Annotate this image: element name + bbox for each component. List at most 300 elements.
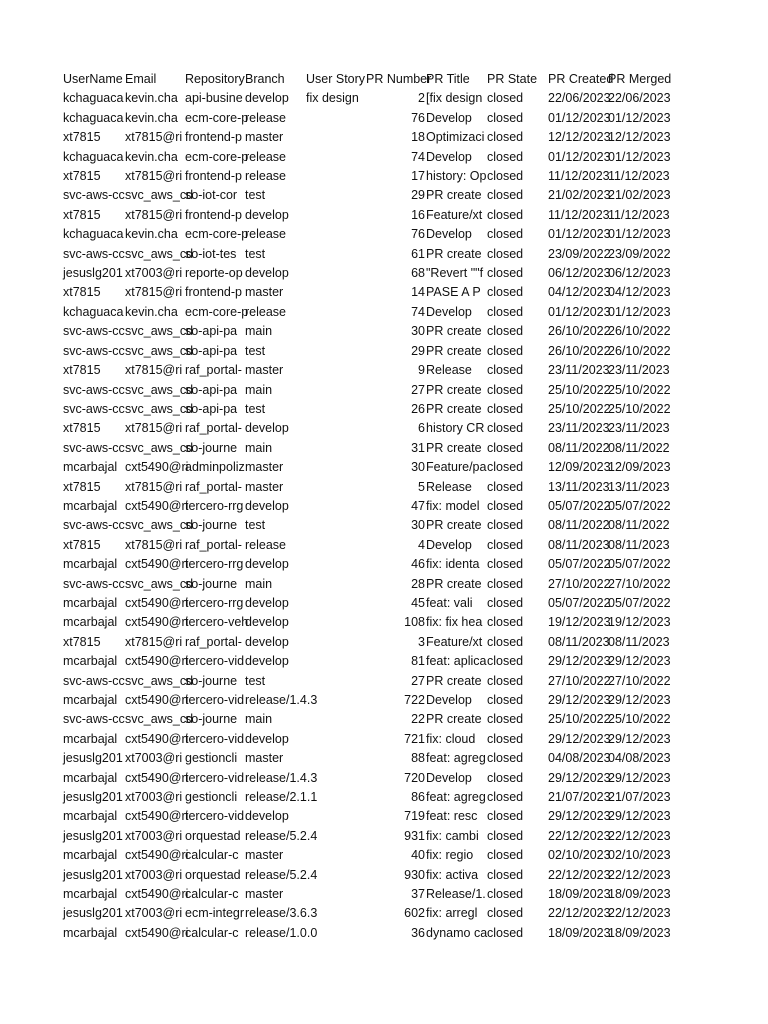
cell-pr-number: 88 <box>411 751 425 766</box>
cell-user-story <box>306 109 366 128</box>
cell-email: xt7003@ri <box>125 751 183 766</box>
cell-pr-title: PR create <box>426 343 482 358</box>
cell-branch: release/5.2.4 <box>245 828 318 843</box>
cell-pr-number: 76 <box>411 110 425 125</box>
cell-repository: so-journe <box>185 673 238 688</box>
cell-email: cxt5490@ri <box>125 848 189 863</box>
cell-pr-number: 3 <box>418 634 425 649</box>
table-row <box>63 924 670 943</box>
cell-pr-title: history CR <box>426 421 485 436</box>
cell-repository: ecm-integr <box>185 906 245 921</box>
cell-pr-merged: 01/12/2023 <box>608 110 671 125</box>
cell-pr-created: 29/12/2023 <box>548 809 611 824</box>
cell-pr-created: 29/12/2023 <box>548 654 611 669</box>
cell-repository: tercero-vid <box>185 809 245 824</box>
cell-branch: test <box>245 188 266 203</box>
cell-pr-number: 931 <box>404 828 425 843</box>
cell-user-story <box>306 904 366 923</box>
header-row <box>63 70 670 89</box>
cell-user-story <box>306 225 366 244</box>
table-row <box>63 458 670 477</box>
cell-email: cxt5490@ri <box>125 925 189 940</box>
cell-username: jesuslg201 <box>63 828 123 843</box>
cell-pr-state: closed <box>487 382 524 397</box>
cell-branch: develop <box>245 557 289 572</box>
table-row <box>63 167 670 186</box>
cell-username: xt7815 <box>63 479 101 494</box>
cell-email: xt7815@ri <box>125 285 183 300</box>
cell-username: xt7815 <box>63 421 101 436</box>
table-row <box>63 633 670 652</box>
cell-user-story <box>306 710 366 729</box>
cell-pr-title: PASE A P <box>426 285 481 300</box>
cell-pr-merged: 23/11/2023 <box>608 363 670 378</box>
cell-email: svc_aws_cd <box>125 673 194 688</box>
cell-username: xt7815 <box>63 363 101 378</box>
header-pr-number: PR Number <box>366 72 432 86</box>
cell-repository: so-journe <box>185 440 238 455</box>
cell-repository: so-api-pa <box>185 382 238 397</box>
cell-pr-merged: 21/07/2023 <box>608 790 671 805</box>
cell-repository: so-api-pa <box>185 401 238 416</box>
cell-pr-merged: 22/12/2023 <box>608 906 671 921</box>
cell-pr-state: closed <box>487 848 524 863</box>
cell-email: xt7003@ri <box>125 828 183 843</box>
cell-repository: so-api-pa <box>185 343 238 358</box>
cell-email: svc_aws_cd <box>125 712 194 727</box>
table-row <box>63 652 670 671</box>
spreadsheet <box>63 70 670 943</box>
cell-pr-number: 5 <box>418 479 425 494</box>
cell-pr-merged: 04/12/2023 <box>608 285 671 300</box>
cell-username: svc-aws-cc <box>63 712 125 727</box>
cell-user-story <box>306 594 366 613</box>
cell-username: mcarbajal <box>63 498 118 513</box>
cell-email: xt7815@ri <box>125 207 183 222</box>
cell-user-story <box>306 283 366 302</box>
cell-username: kchaguaca <box>63 91 124 106</box>
cell-pr-state: closed <box>487 770 524 785</box>
cell-pr-number: 30 <box>411 324 425 339</box>
cell-pr-state: closed <box>487 285 524 300</box>
cell-pr-created: 25/10/2022 <box>548 401 611 416</box>
cell-email: svc_aws_cd <box>125 401 194 416</box>
cell-pr-created: 05/07/2022 <box>548 557 611 572</box>
cell-username: xt7815 <box>63 207 101 222</box>
cell-user-story <box>306 322 366 341</box>
header-pr-state: PR State <box>487 72 538 86</box>
cell-pr-created: 29/12/2023 <box>548 693 611 707</box>
cell-username: jesuslg201 <box>63 266 123 281</box>
cell-user-story <box>306 536 366 555</box>
cell-branch: release <box>245 110 286 125</box>
cell-pr-created: 04/08/2023 <box>548 751 611 766</box>
cell-pr-number: 6 <box>418 421 425 436</box>
cell-pr-created: 08/11/2022 <box>548 518 610 533</box>
cell-username: mcarbajal <box>63 887 118 902</box>
cell-pr-title: fix: regio <box>426 848 474 863</box>
cell-pr-created: 29/12/2023 <box>548 770 611 785</box>
cell-pr-created: 21/02/2023 <box>548 188 611 203</box>
cell-branch: release <box>245 537 286 552</box>
cell-user-story <box>306 885 366 904</box>
cell-pr-state: closed <box>487 401 524 416</box>
cell-repository: so-journe <box>185 518 238 533</box>
cell-user-story <box>306 303 366 322</box>
cell-email: xt7003@ri <box>125 867 183 882</box>
table-row <box>63 283 670 302</box>
cell-pr-merged: 27/10/2022 <box>608 576 671 591</box>
cell-pr-title: Develop <box>426 227 472 242</box>
cell-pr-merged: 25/10/2022 <box>608 712 671 727</box>
cell-email: kevin.cha <box>125 110 178 125</box>
cell-email: xt7815@ri <box>125 421 183 436</box>
table-row <box>63 264 670 283</box>
table-row <box>63 691 670 710</box>
cell-branch: develop <box>245 731 289 746</box>
cell-branch: develop <box>245 266 289 281</box>
cell-pr-state: closed <box>487 421 524 436</box>
cell-pr-merged: 11/12/2023 <box>608 207 670 222</box>
cell-repository: tercero-vid <box>185 693 245 707</box>
cell-user-story <box>306 827 366 846</box>
cell-pr-state: closed <box>487 790 524 805</box>
cell-pr-title: history: Op <box>426 169 487 184</box>
cell-pr-title: PR create <box>426 712 482 727</box>
cell-user-story <box>306 652 366 671</box>
cell-pr-state: closed <box>487 615 524 630</box>
cell-pr-created: 22/12/2023 <box>548 906 611 921</box>
cell-repository: raf_portal- <box>185 634 242 649</box>
cell-branch: develop <box>245 91 289 106</box>
cell-user-story <box>306 555 366 574</box>
cell-pr-number: 22 <box>411 712 425 727</box>
cell-email: xt7003@ri <box>125 790 183 805</box>
cell-branch: develop <box>245 615 289 630</box>
cell-user-story <box>306 672 366 691</box>
cell-pr-created: 22/12/2023 <box>548 867 611 882</box>
cell-pr-created: 19/12/2023 <box>548 615 611 630</box>
cell-pr-number: 722 <box>404 693 425 707</box>
cell-pr-state: closed <box>487 557 524 572</box>
cell-branch: master <box>245 848 284 863</box>
table-row <box>63 361 670 380</box>
table-row <box>63 400 670 419</box>
cell-pr-title: PR create <box>426 188 482 203</box>
cell-pr-created: 23/09/2022 <box>548 246 611 261</box>
cell-branch: develop <box>245 654 289 669</box>
cell-repository: tercero-rrg <box>185 557 244 572</box>
cell-email: cxt5490@ri <box>125 693 189 707</box>
table-row <box>63 381 670 400</box>
cell-pr-created: 02/10/2023 <box>548 848 611 863</box>
cell-pr-merged: 06/12/2023 <box>608 266 671 281</box>
cell-pr-number: 74 <box>411 149 425 164</box>
cell-pr-state: closed <box>487 673 524 688</box>
cell-pr-created: 11/12/2023 <box>548 207 610 222</box>
cell-email: xt7003@ri <box>125 906 183 921</box>
cell-pr-number: 930 <box>404 867 425 882</box>
cell-pr-created: 05/07/2022 <box>548 498 611 513</box>
cell-pr-merged: 13/11/2023 <box>608 479 670 494</box>
cell-pr-created: 27/10/2022 <box>548 576 611 591</box>
cell-repository: calcular-c <box>185 887 239 902</box>
cell-username: xt7815 <box>63 285 101 300</box>
cell-username: jesuslg201 <box>63 867 123 882</box>
cell-email: kevin.cha <box>125 91 178 106</box>
cell-branch: release/5.2.4 <box>245 867 318 882</box>
table-row <box>63 904 670 923</box>
cell-user-story <box>306 846 366 865</box>
cell-repository: tercero-vid <box>185 731 245 746</box>
cell-pr-merged: 11/12/2023 <box>608 169 670 184</box>
cell-email: cxt5490@ri <box>125 887 189 902</box>
cell-username: kchaguaca <box>63 304 124 319</box>
cell-username: svc-aws-cc <box>63 576 125 591</box>
cell-username: mcarbajal <box>63 615 118 630</box>
cell-pr-merged: 08/11/2022 <box>608 440 670 455</box>
cell-username: svc-aws-cc <box>63 324 125 339</box>
cell-pr-merged: 29/12/2023 <box>608 731 671 746</box>
cell-branch: test <box>245 673 266 688</box>
cell-pr-title: Feature/xt <box>426 207 483 222</box>
cell-pr-title: PR create <box>426 576 482 591</box>
cell-pr-created: 22/06/2023 <box>548 91 611 106</box>
cell-pr-title: PR create <box>426 401 482 416</box>
cell-repository: raf_portal- <box>185 421 242 436</box>
cell-pr-created: 04/12/2023 <box>548 285 611 300</box>
cell-pr-number: 9 <box>418 363 425 378</box>
cell-username: jesuslg201 <box>63 790 123 805</box>
cell-repository: raf_portal- <box>185 363 242 378</box>
cell-pr-state: closed <box>487 227 524 242</box>
cell-pr-created: 12/09/2023 <box>548 460 611 475</box>
cell-email: cxt5490@ri <box>125 595 189 610</box>
table-row <box>63 303 670 322</box>
table-row <box>63 342 670 361</box>
cell-email: svc_aws_cd <box>125 518 194 533</box>
cell-branch: test <box>245 518 266 533</box>
cell-username: jesuslg201 <box>63 906 123 921</box>
cell-username: svc-aws-cc <box>63 343 125 358</box>
cell-repository: tercero-rrg <box>185 595 244 610</box>
cell-pr-merged: 29/12/2023 <box>608 809 671 824</box>
cell-pr-created: 08/11/2022 <box>548 440 610 455</box>
cell-user-story <box>306 691 366 710</box>
cell-pr-merged: 26/10/2022 <box>608 343 671 358</box>
cell-pr-number: 45 <box>411 595 425 610</box>
cell-username: svc-aws-cc <box>63 382 125 397</box>
cell-user-story <box>306 245 366 264</box>
cell-pr-merged: 01/12/2023 <box>608 304 671 319</box>
cell-pr-created: 11/12/2023 <box>548 169 610 184</box>
cell-repository: gestioncli <box>185 751 238 766</box>
cell-username: xt7815 <box>63 169 101 184</box>
table-row <box>63 497 670 516</box>
cell-username: mcarbajal <box>63 654 118 669</box>
cell-branch: develop <box>245 207 289 222</box>
cell-repository: gestioncli <box>185 790 238 805</box>
cell-branch: master <box>245 887 284 902</box>
table-row <box>63 575 670 594</box>
cell-pr-merged: 01/12/2023 <box>608 227 671 242</box>
cell-pr-created: 01/12/2023 <box>548 304 611 319</box>
cell-repository: so-api-pa <box>185 324 238 339</box>
cell-pr-merged: 21/02/2023 <box>608 188 671 203</box>
table-row <box>63 148 670 167</box>
cell-email: xt7815@ri <box>125 479 183 494</box>
cell-pr-merged: 02/10/2023 <box>608 848 671 863</box>
cell-email: svc_aws_cd <box>125 246 194 261</box>
cell-pr-state: closed <box>487 324 524 339</box>
cell-username: mcarbajal <box>63 809 118 824</box>
table-row <box>63 749 670 768</box>
cell-username: mcarbajal <box>63 557 118 572</box>
cell-pr-title: fix: fix hea <box>426 615 483 630</box>
cell-pr-created: 25/10/2022 <box>548 382 611 397</box>
cell-pr-merged: 08/11/2023 <box>608 537 670 552</box>
cell-pr-state: closed <box>487 887 524 902</box>
cell-pr-state: closed <box>487 595 524 610</box>
cell-pr-title: "Revert ""f <box>426 266 484 281</box>
table-row <box>63 710 670 729</box>
table-row <box>63 322 670 341</box>
cell-username: svc-aws-cc <box>63 518 125 533</box>
cell-username: xt7815 <box>63 130 101 145</box>
cell-pr-title: [fix design <box>426 91 483 106</box>
cell-pr-title: Develop <box>426 304 472 319</box>
cell-email: svc_aws_cd <box>125 343 194 358</box>
cell-email: svc_aws_cd <box>125 188 194 203</box>
cell-username: svc-aws-cc <box>63 246 125 261</box>
cell-user-story <box>306 342 366 361</box>
cell-pr-title: feat: resc <box>426 809 478 824</box>
cell-email: svc_aws_cd <box>125 382 194 397</box>
cell-pr-created: 23/11/2023 <box>548 421 610 436</box>
cell-pr-title: feat: agreg <box>426 751 486 766</box>
cell-pr-title: Release/1. <box>426 887 486 902</box>
table-row <box>63 885 670 904</box>
cell-pr-title: fix: activa <box>426 867 479 882</box>
cell-email: kevin.cha <box>125 227 178 242</box>
cell-pr-title: PR create <box>426 246 482 261</box>
cell-branch: release/3.6.3 <box>245 906 318 921</box>
cell-username: mcarbajal <box>63 848 118 863</box>
cell-pr-created: 18/09/2023 <box>548 887 611 902</box>
cell-pr-number: 46 <box>411 557 425 572</box>
cell-email: svc_aws_cd <box>125 440 194 455</box>
cell-pr-number: 4 <box>418 537 425 552</box>
cell-user-story <box>306 730 366 749</box>
cell-pr-number: 28 <box>411 576 425 591</box>
cell-pr-state: closed <box>487 479 524 494</box>
cell-repository: so-iot-cor <box>185 188 238 203</box>
cell-pr-created: 01/12/2023 <box>548 110 611 125</box>
cell-user-story <box>306 497 366 516</box>
cell-branch: release <box>245 227 286 242</box>
cell-user-story: fix design <box>306 91 359 106</box>
table-row <box>63 846 670 865</box>
cell-pr-merged: 04/08/2023 <box>608 751 671 766</box>
cell-repository: so-iot-tes <box>185 246 237 261</box>
cell-email: cxt5490@ri <box>125 731 189 746</box>
cell-pr-state: closed <box>487 906 524 921</box>
cell-branch: release <box>245 149 286 164</box>
cell-username: xt7815 <box>63 537 101 552</box>
cell-pr-merged: 12/12/2023 <box>608 130 671 145</box>
cell-pr-merged: 19/12/2023 <box>608 615 671 630</box>
cell-pr-merged: 23/11/2023 <box>608 421 670 436</box>
cell-email: xt7815@ri <box>125 537 183 552</box>
cell-pr-number: 2 <box>418 91 425 106</box>
cell-pr-title: feat: agreg <box>426 790 486 805</box>
cell-repository: api-busine <box>185 91 243 106</box>
cell-user-story <box>306 400 366 419</box>
cell-pr-number: 86 <box>411 790 425 805</box>
cell-pr-number: 719 <box>404 809 425 824</box>
cell-pr-state: closed <box>487 925 524 940</box>
cell-pr-state: closed <box>487 498 524 513</box>
cell-user-story <box>306 613 366 632</box>
cell-repository: orquestad <box>185 828 241 843</box>
cell-pr-state: closed <box>487 712 524 727</box>
table-row <box>63 516 670 535</box>
cell-pr-number: 27 <box>411 382 425 397</box>
cell-user-story <box>306 924 366 943</box>
table-body <box>63 89 670 943</box>
cell-pr-title: fix: model <box>426 498 480 513</box>
cell-username: mcarbajal <box>63 693 118 707</box>
cell-repository: calcular-c <box>185 848 239 863</box>
cell-username: kchaguaca <box>63 110 124 125</box>
cell-pr-state: closed <box>487 828 524 843</box>
cell-user-story <box>306 788 366 807</box>
cell-repository: ecm-core-p <box>185 304 249 319</box>
cell-pr-created: 01/12/2023 <box>548 149 611 164</box>
cell-repository: tercero-vid <box>185 654 245 669</box>
cell-pr-state: closed <box>487 188 524 203</box>
cell-repository: so-journe <box>185 576 238 591</box>
cell-pr-state: closed <box>487 751 524 766</box>
header-branch: Branch <box>245 72 285 86</box>
cell-branch: main <box>245 440 273 455</box>
cell-pr-number: 29 <box>411 343 425 358</box>
cell-pr-title: Develop <box>426 770 472 785</box>
table-row <box>63 245 670 264</box>
cell-pr-number: 27 <box>411 673 425 688</box>
cell-pr-created: 01/12/2023 <box>548 227 611 242</box>
cell-pr-merged: 08/11/2023 <box>608 634 670 649</box>
cell-pr-title: Develop <box>426 149 472 164</box>
cell-repository: frontend-p <box>185 207 242 222</box>
cell-pr-merged: 22/06/2023 <box>608 91 671 106</box>
cell-pr-created: 08/11/2023 <box>548 537 610 552</box>
cell-pr-number: 40 <box>411 848 425 863</box>
cell-pr-merged: 01/12/2023 <box>608 149 671 164</box>
cell-username: mcarbajal <box>63 595 118 610</box>
cell-pr-merged: 25/10/2022 <box>608 382 671 397</box>
cell-pr-created: 25/10/2022 <box>548 712 611 727</box>
table-row <box>63 225 670 244</box>
cell-email: xt7003@ri <box>125 266 183 281</box>
cell-pr-state: closed <box>487 537 524 552</box>
cell-pr-number: 47 <box>411 498 425 513</box>
cell-pr-state: closed <box>487 266 524 281</box>
table-row <box>63 672 670 691</box>
cell-pr-title: PR create <box>426 518 482 533</box>
cell-email: kevin.cha <box>125 149 178 164</box>
table-row <box>63 128 670 147</box>
